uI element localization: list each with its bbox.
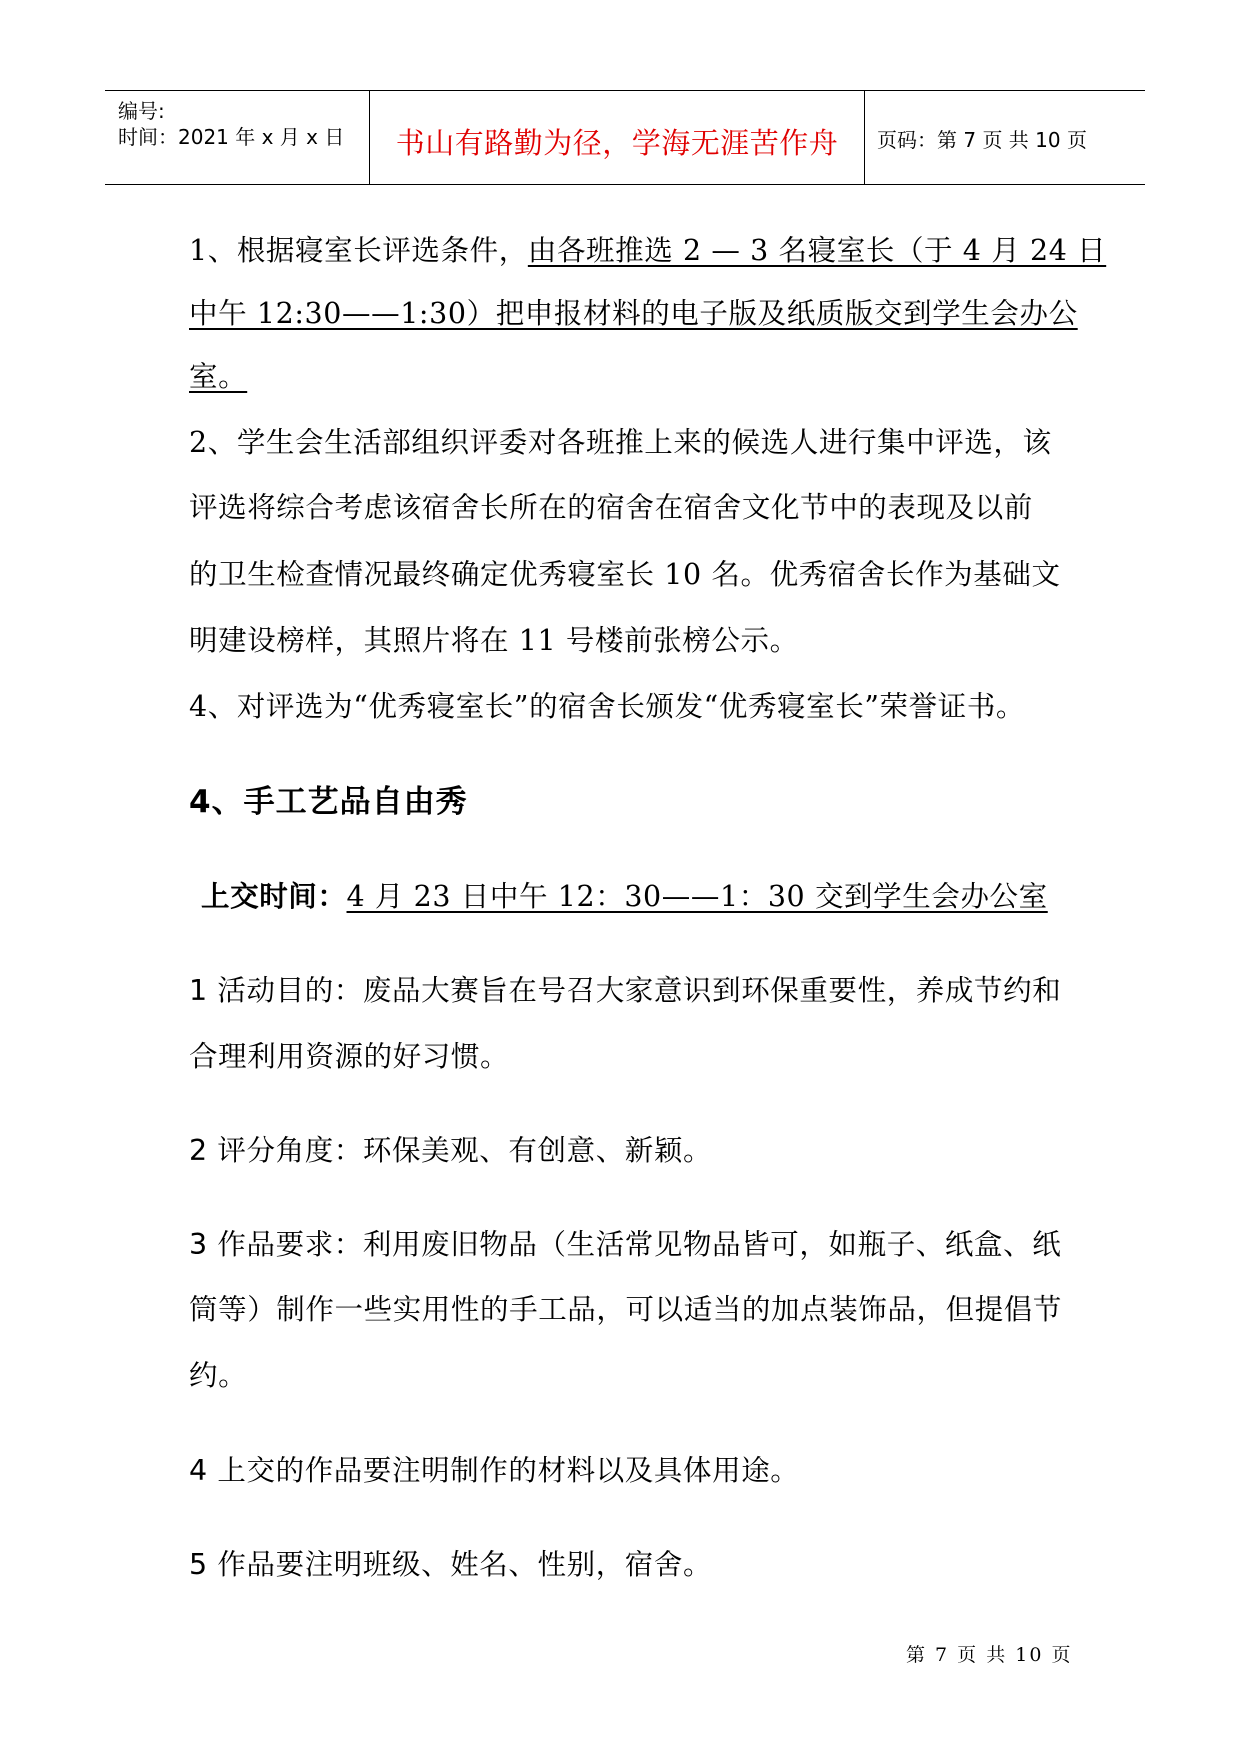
- item-2-text: 评分角度：环保美观、有创意、新颖。: [207, 1134, 713, 1167]
- item-1-number: 1: [189, 974, 208, 1007]
- item-3-line-1: [189, 1222, 1061, 1263]
- page-header: [105, 90, 1145, 185]
- submit-time-line: [201, 874, 1048, 915]
- item-5-text: 作品要注明班级、姓名、性别，宿舍。: [207, 1548, 713, 1581]
- paragraph-1-underlined-start: 由各班推选 2 — 3 名寝室长（于 4 月 24 日: [527, 234, 1107, 267]
- header-motto: 书山有路勤为径，学海无涯苦作舟: [395, 126, 839, 160]
- item-2-number: 2: [189, 1134, 208, 1167]
- document-number-label: 编号:: [118, 99, 165, 123]
- item-3-number: 3: [189, 1228, 208, 1261]
- item-2: [189, 1128, 712, 1169]
- section-heading: 4、手工艺品自由秀: [189, 784, 468, 820]
- header-page-info: 页码：第 7 页 共 10 页: [877, 128, 1087, 152]
- item-3-text: 作品要求：利用废旧物品（生活常见物品皆可，如瓶子、纸盒、纸: [207, 1228, 1062, 1261]
- item-1-line-1: [189, 968, 1061, 1009]
- paragraph-2-line-4: 明建设榜样，其照片将在 11 号楼前张榜公示。: [189, 624, 799, 657]
- item-4-number: 4: [189, 1454, 208, 1487]
- paragraph-1-line-2: 中午 12:30——1:30）把申报材料的电子版及纸质版交到学生会办公: [189, 297, 1078, 330]
- paragraph-2-line-2: 评选将综合考虑该宿舍长所在的宿舍在宿舍文化节中的表现及以前: [189, 491, 1033, 524]
- paragraph-1-line-1: [189, 228, 1106, 269]
- item-5-number: 5: [189, 1548, 208, 1581]
- item-5: [189, 1542, 712, 1583]
- item-3-line-2: 筒等）制作一些实用性的手工品，可以适当的加点装饰品，但提倡节: [189, 1293, 1063, 1326]
- submit-time-value: 4 月 23 日中午 12：30——1：30 交到学生会办公室: [346, 880, 1048, 913]
- item-1-text: 活动目的：废品大赛旨在号召大家意识到环保重要性，养成节约和: [207, 974, 1062, 1007]
- document-time-label: 时间：2021 年 x 月 x 日: [118, 125, 345, 149]
- item-4-text: 上交的作品要注明制作的材料以及具体用途。: [207, 1454, 800, 1487]
- paragraph-2-line-1: 2、学生会生活部组织评委对各班推上来的候选人进行集中评选，该: [189, 426, 1052, 459]
- paragraph-1-line-3: 室。: [189, 360, 248, 393]
- item-3-line-3: 约。: [189, 1359, 248, 1392]
- paragraph-2-line-3: 的卫生检查情况最终确定优秀寝室长 10 名。优秀宿舍长作为基础文: [189, 558, 1061, 591]
- item-4: [189, 1448, 799, 1489]
- paragraph-1-prefix: 1、根据寝室长评选条件，: [189, 234, 528, 267]
- paragraph-4: 4、对评选为“优秀寝室长”的宿舍长颁发“优秀寝室长”荣誉证书。: [189, 690, 1026, 723]
- item-1-line-2: 合理利用资源的好习惯。: [189, 1040, 510, 1073]
- header-middle-cell: [370, 91, 865, 184]
- page-footer: 第 7 页 共 10 页: [906, 1644, 1073, 1666]
- header-left-cell: [105, 91, 370, 184]
- submit-time-label: 上交时间：: [201, 880, 347, 913]
- header-right-cell: [865, 91, 1145, 184]
